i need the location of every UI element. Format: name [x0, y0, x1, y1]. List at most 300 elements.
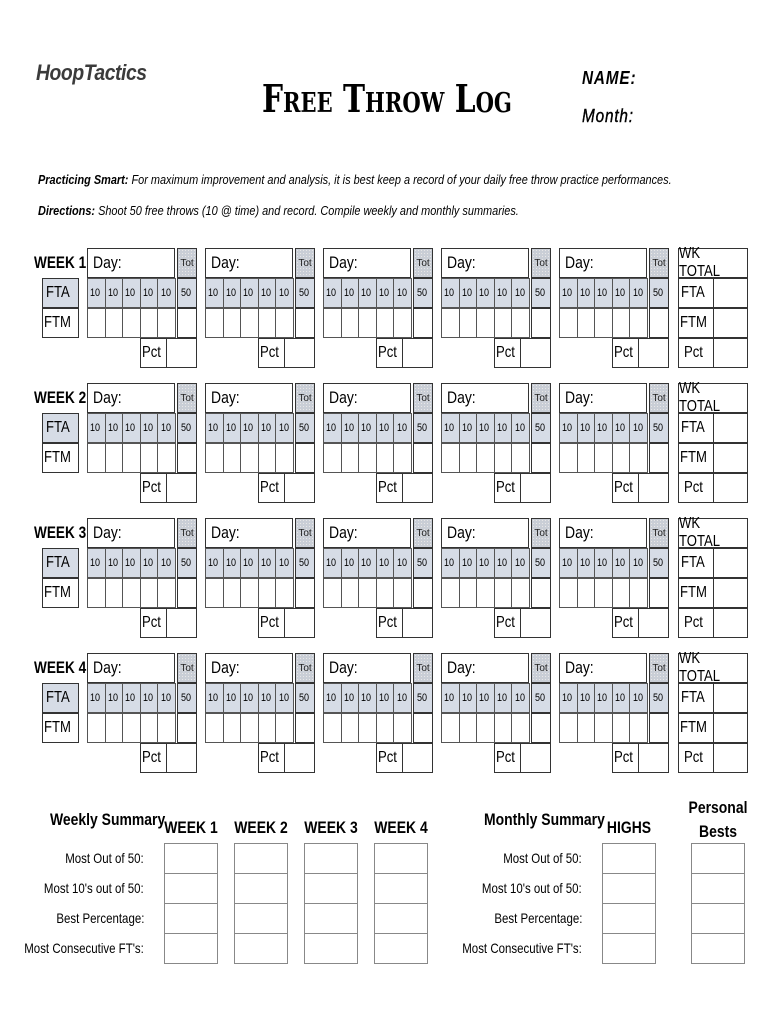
pct-input[interactable]: [638, 473, 669, 503]
tot-label-text: Tot: [298, 662, 312, 674]
pct-label: [376, 608, 403, 638]
tot-label-text: Tot: [534, 662, 548, 674]
fta-value: 10: [160, 287, 171, 299]
ftm-input-cell[interactable]: [441, 578, 460, 608]
wk-total-input[interactable]: [713, 548, 748, 578]
fta-cell: [476, 683, 495, 713]
tot-header: [177, 653, 197, 683]
fta-total-value: 50: [534, 287, 545, 299]
fta-value: 10: [562, 287, 573, 299]
ftm-input-cell[interactable]: [205, 578, 224, 608]
weekly-summary-input[interactable]: [234, 843, 288, 874]
pct-input[interactable]: [166, 743, 197, 773]
weekly-summary-input[interactable]: [374, 933, 428, 964]
fta-value: 10: [142, 692, 154, 704]
day-field[interactable]: [205, 518, 293, 548]
weekly-summary-input[interactable]: [304, 903, 358, 934]
pct-input[interactable]: [520, 608, 551, 638]
fta-cell: [122, 548, 141, 578]
day-field[interactable]: [441, 383, 529, 413]
ftm-input-cell[interactable]: [559, 308, 578, 338]
day-field[interactable]: [323, 518, 411, 548]
ftm-input-cell[interactable]: [559, 443, 578, 473]
pct-label-text: Pct: [613, 479, 633, 496]
ftm-input-cell[interactable]: [459, 308, 478, 338]
pct-input[interactable]: [520, 338, 551, 368]
ftm-input-cell[interactable]: [393, 308, 412, 338]
weekly-summary-input[interactable]: [304, 843, 358, 874]
weekly-summary-column-header: WEEK 4: [374, 818, 428, 837]
fta-value: 10: [343, 692, 354, 704]
ftm-input-cell[interactable]: [629, 443, 648, 473]
ftm-total-input[interactable]: [531, 578, 551, 608]
ftm-total-input[interactable]: [177, 308, 197, 338]
fta-total-cell: [295, 683, 315, 713]
pct-input[interactable]: [166, 473, 197, 503]
ftm-input-cell[interactable]: [87, 713, 106, 743]
ftm-input-cell[interactable]: [105, 713, 124, 743]
tot-header: [649, 248, 669, 278]
ftm-input-cell[interactable]: [157, 578, 176, 608]
fta-value: 10: [514, 422, 525, 434]
ftm-input-cell[interactable]: [205, 713, 224, 743]
tot-header: [413, 653, 433, 683]
weekly-summary-input[interactable]: [164, 873, 218, 904]
fta-label-text: FTA: [45, 689, 70, 706]
wk-total-input[interactable]: [713, 413, 748, 443]
day-field[interactable]: [441, 248, 529, 278]
ftm-input-cell[interactable]: [105, 578, 124, 608]
weekly-summary-input[interactable]: [164, 903, 218, 934]
ftm-input-cell[interactable]: [323, 308, 342, 338]
ftm-input-cell[interactable]: [223, 713, 242, 743]
fta-total-cell: [649, 413, 669, 443]
highs-input[interactable]: [602, 843, 656, 874]
tot-label-text: Tot: [534, 392, 548, 404]
ftm-input-cell[interactable]: [459, 578, 478, 608]
wk-total-input[interactable]: [713, 278, 748, 308]
tot-header: [177, 518, 197, 548]
directions-text: [38, 203, 519, 218]
pct-label: [494, 473, 521, 503]
fta-cell: [494, 413, 513, 443]
ftm-input-cell[interactable]: [577, 713, 596, 743]
tot-header: [413, 383, 433, 413]
fta-cell: [459, 548, 478, 578]
fta-value: 10: [479, 692, 490, 704]
ftm-input-cell[interactable]: [594, 308, 613, 338]
ftm-input-cell[interactable]: [87, 578, 106, 608]
weekly-summary-input[interactable]: [234, 933, 288, 964]
pct-input[interactable]: [402, 743, 433, 773]
ftm-input-cell[interactable]: [358, 443, 377, 473]
wk-total-row-label: [678, 443, 714, 473]
ftm-input-cell[interactable]: [140, 443, 159, 473]
fta-value: 10: [514, 692, 525, 704]
pct-input[interactable]: [402, 338, 433, 368]
wk-total-row-text: FTA: [681, 554, 706, 571]
pct-label-text: Pct: [141, 614, 161, 631]
fta-cell: [223, 278, 242, 308]
wk-total-input[interactable]: [713, 713, 748, 743]
day-field[interactable]: [87, 518, 175, 548]
weekly-summary-input[interactable]: [304, 933, 358, 964]
ftm-input-cell[interactable]: [258, 443, 277, 473]
ftm-input-cell[interactable]: [87, 443, 106, 473]
ftm-total-input[interactable]: [649, 308, 669, 338]
fta-total-value: 50: [298, 557, 309, 569]
ftm-input-cell[interactable]: [393, 443, 412, 473]
fta-cell: [376, 278, 395, 308]
pct-label-text: Pct: [259, 479, 279, 496]
highs-input[interactable]: [602, 903, 656, 934]
ftm-input-cell[interactable]: [122, 578, 141, 608]
pct-input[interactable]: [638, 338, 669, 368]
day-label-text: Day:: [329, 658, 358, 677]
weekly-summary-input[interactable]: [374, 903, 428, 934]
highs-input[interactable]: [602, 873, 656, 904]
fta-cell: [476, 413, 495, 443]
ftm-input-cell[interactable]: [476, 443, 495, 473]
ftm-input-cell[interactable]: [629, 713, 648, 743]
wk-total-input[interactable]: [713, 743, 748, 773]
fta-total-value: 50: [180, 692, 191, 704]
ftm-total-input[interactable]: [531, 443, 551, 473]
wk-total-header: [678, 245, 748, 280]
ftm-total-input[interactable]: [649, 443, 669, 473]
wk-total-input[interactable]: [713, 338, 748, 368]
ftm-input-cell[interactable]: [441, 713, 460, 743]
ftm-input-cell[interactable]: [494, 713, 513, 743]
tot-header: [295, 518, 315, 548]
ftm-input-cell[interactable]: [393, 578, 412, 608]
ftm-input-cell[interactable]: [205, 308, 224, 338]
wk-total-row-label: [678, 308, 714, 338]
ftm-total-input[interactable]: [177, 578, 197, 608]
fta-total-cell: [413, 413, 433, 443]
ftm-input-cell[interactable]: [511, 443, 530, 473]
pct-input[interactable]: [520, 743, 551, 773]
tot-header: [295, 248, 315, 278]
pct-label-text: Pct: [141, 749, 161, 766]
ftm-input-cell[interactable]: [476, 713, 495, 743]
tot-label-text: Tot: [298, 527, 312, 539]
fta-cell: [122, 683, 141, 713]
ftm-total-input[interactable]: [531, 713, 551, 743]
ftm-input-cell[interactable]: [629, 578, 648, 608]
fta-cell: [559, 548, 578, 578]
day-field[interactable]: [559, 248, 647, 278]
pct-input[interactable]: [402, 473, 433, 503]
pct-label-text: Pct: [613, 749, 633, 766]
fta-cell: [157, 278, 176, 308]
day-field[interactable]: [87, 383, 175, 413]
personal-header: Personal: [688, 798, 748, 817]
ftm-input-cell[interactable]: [476, 578, 495, 608]
day-field[interactable]: [205, 383, 293, 413]
weekly-summary-input[interactable]: [234, 903, 288, 934]
fta-value: 10: [142, 287, 154, 299]
fta-value: 10: [496, 422, 508, 434]
fta-cell: [122, 278, 141, 308]
fta-total-cell: [177, 278, 197, 308]
day-label-text: Day:: [565, 658, 594, 677]
tot-header: [649, 518, 669, 548]
ftm-input-cell[interactable]: [122, 713, 141, 743]
fta-value: 10: [142, 422, 154, 434]
ftm-input-cell[interactable]: [629, 308, 648, 338]
ftm-input-cell[interactable]: [341, 578, 360, 608]
fta-value: 10: [90, 422, 101, 434]
pct-input[interactable]: [284, 743, 315, 773]
ftm-input-cell[interactable]: [240, 713, 259, 743]
fta-cell: [594, 683, 613, 713]
wk-total-row-text: Pct: [684, 749, 704, 766]
ftm-input-cell[interactable]: [258, 713, 277, 743]
ftm-input-cell[interactable]: [559, 713, 578, 743]
day-field[interactable]: [205, 653, 293, 683]
ftm-input-cell[interactable]: [240, 578, 259, 608]
pct-input[interactable]: [638, 608, 669, 638]
ftm-input-cell[interactable]: [511, 578, 530, 608]
ftm-input-cell[interactable]: [275, 713, 294, 743]
ftm-input-cell[interactable]: [323, 578, 342, 608]
ftm-input-cell[interactable]: [476, 308, 495, 338]
day-field[interactable]: [559, 518, 647, 548]
ftm-input-cell[interactable]: [157, 443, 176, 473]
wk-total-row-label: [678, 338, 714, 368]
pct-input[interactable]: [284, 608, 315, 638]
ftm-input-cell[interactable]: [594, 713, 613, 743]
ftm-input-cell[interactable]: [341, 713, 360, 743]
day-field[interactable]: [205, 248, 293, 278]
tot-label-text: Tot: [652, 257, 666, 269]
day-label-text: Day:: [211, 658, 240, 677]
pct-label: [494, 608, 521, 638]
pct-input[interactable]: [520, 473, 551, 503]
ftm-input-cell[interactable]: [323, 713, 342, 743]
practicing-smart-text: [38, 172, 672, 187]
day-field[interactable]: [559, 383, 647, 413]
month-label: Month:: [582, 106, 634, 126]
ftm-total-input[interactable]: [413, 308, 433, 338]
fta-cell: [140, 548, 159, 578]
tot-header: [531, 383, 551, 413]
ftm-input-cell[interactable]: [511, 713, 530, 743]
ftm-input-cell[interactable]: [376, 443, 395, 473]
wk-total-input[interactable]: [713, 473, 748, 503]
fta-label-text: FTA: [45, 419, 70, 436]
tot-label-text: Tot: [298, 392, 312, 404]
fta-value: 10: [444, 287, 455, 299]
ftm-input-cell[interactable]: [122, 443, 141, 473]
ftm-input-cell[interactable]: [275, 578, 294, 608]
pct-input[interactable]: [402, 608, 433, 638]
day-field[interactable]: [559, 653, 647, 683]
weekly-summary-input[interactable]: [164, 933, 218, 964]
ftm-total-input[interactable]: [295, 443, 315, 473]
ftm-total-input[interactable]: [177, 713, 197, 743]
ftm-input-cell[interactable]: [612, 578, 631, 608]
ftm-input-cell[interactable]: [612, 443, 631, 473]
weekly-summary-input[interactable]: [234, 873, 288, 904]
pct-label: [494, 338, 521, 368]
ftm-input-cell[interactable]: [140, 713, 159, 743]
fta-cell: [577, 278, 596, 308]
ftm-input-cell[interactable]: [358, 308, 377, 338]
fta-value: 10: [208, 557, 219, 569]
ftm-input-cell[interactable]: [612, 713, 631, 743]
ftm-input-cell[interactable]: [577, 443, 596, 473]
ftm-input-cell[interactable]: [223, 308, 242, 338]
directions-label: Directions:: [38, 203, 96, 218]
ftm-input-cell[interactable]: [494, 578, 513, 608]
highs-header: HIGHS: [606, 818, 652, 837]
ftm-total-input[interactable]: [649, 713, 669, 743]
fta-total-cell: [295, 413, 315, 443]
day-field[interactable]: [323, 248, 411, 278]
ftm-input-cell[interactable]: [223, 443, 242, 473]
pct-input[interactable]: [638, 743, 669, 773]
ftm-row-label: [42, 713, 79, 743]
ftm-input-cell[interactable]: [157, 713, 176, 743]
day-field[interactable]: [87, 248, 175, 278]
wk-total-text: WK TOTAL: [679, 650, 721, 685]
weekly-summary-input[interactable]: [304, 873, 358, 904]
day-field[interactable]: [441, 653, 529, 683]
tot-label-text: Tot: [180, 527, 194, 539]
ftm-input-cell[interactable]: [140, 308, 159, 338]
day-field[interactable]: [323, 383, 411, 413]
tot-header: [531, 653, 551, 683]
ftm-input-cell[interactable]: [376, 308, 395, 338]
weekly-summary-input[interactable]: [374, 843, 428, 874]
ftm-row-label: [42, 308, 79, 338]
ftm-input-cell[interactable]: [240, 443, 259, 473]
fta-cell: [494, 548, 513, 578]
pct-input[interactable]: [166, 338, 197, 368]
tot-label-text: Tot: [180, 392, 194, 404]
personal-bests-input[interactable]: [691, 903, 745, 934]
practicing-smart-body: For maximum improvement and analysis, it is best keep a record of your daily free throw practice performances.: [128, 172, 672, 187]
day-label-text: Day:: [93, 388, 122, 407]
weekly-summary-input[interactable]: [164, 843, 218, 874]
ftm-input-cell[interactable]: [275, 443, 294, 473]
ftm-input-cell[interactable]: [258, 308, 277, 338]
fta-cell: [341, 683, 360, 713]
pct-label: [612, 743, 639, 773]
highs-input[interactable]: [602, 933, 656, 964]
ftm-input-cell[interactable]: [441, 308, 460, 338]
ftm-total-input[interactable]: [649, 578, 669, 608]
pct-label: [258, 743, 285, 773]
ftm-input-cell[interactable]: [87, 308, 106, 338]
ftm-input-cell[interactable]: [105, 443, 124, 473]
ftm-input-cell[interactable]: [341, 443, 360, 473]
ftm-input-cell[interactable]: [511, 308, 530, 338]
ftm-input-cell[interactable]: [358, 713, 377, 743]
personal-bests-input[interactable]: [691, 873, 745, 904]
ftm-total-input[interactable]: [295, 713, 315, 743]
ftm-input-cell[interactable]: [441, 443, 460, 473]
fta-cell: [140, 413, 159, 443]
wk-total-input[interactable]: [713, 578, 748, 608]
day-field[interactable]: [441, 518, 529, 548]
ftm-input-cell[interactable]: [459, 713, 478, 743]
ftm-input-cell[interactable]: [341, 308, 360, 338]
pct-label-text: Pct: [377, 614, 397, 631]
ftm-total-input[interactable]: [295, 578, 315, 608]
fta-total-value: 50: [298, 287, 309, 299]
fta-cell: [205, 413, 224, 443]
ftm-input-cell[interactable]: [494, 443, 513, 473]
ftm-total-input[interactable]: [413, 578, 433, 608]
ftm-input-cell[interactable]: [612, 308, 631, 338]
wk-total-row-label: [678, 473, 714, 503]
ftm-input-cell[interactable]: [559, 578, 578, 608]
ftm-input-cell[interactable]: [577, 578, 596, 608]
ftm-total-input[interactable]: [177, 443, 197, 473]
ftm-input-cell[interactable]: [223, 578, 242, 608]
fta-value: 10: [614, 557, 626, 569]
personal-bests-input[interactable]: [691, 933, 745, 964]
fta-cell: [393, 413, 412, 443]
ftm-input-cell[interactable]: [105, 308, 124, 338]
ftm-input-cell[interactable]: [459, 443, 478, 473]
ftm-input-cell[interactable]: [258, 578, 277, 608]
ftm-total-input[interactable]: [531, 308, 551, 338]
day-field[interactable]: [323, 653, 411, 683]
fta-label-text: FTA: [45, 284, 70, 301]
ftm-input-cell[interactable]: [594, 578, 613, 608]
ftm-total-input[interactable]: [413, 713, 433, 743]
monthly-summary-row-label: Most Out of 50:: [503, 850, 582, 866]
wk-total-input[interactable]: [713, 683, 748, 713]
fta-value: 10: [597, 692, 608, 704]
fta-value: 10: [243, 287, 254, 299]
weekly-summary-input[interactable]: [374, 873, 428, 904]
ftm-total-input[interactable]: [295, 308, 315, 338]
wk-total-input[interactable]: [713, 608, 748, 638]
ftm-input-cell[interactable]: [275, 308, 294, 338]
ftm-input-cell[interactable]: [358, 578, 377, 608]
wk-total-input[interactable]: [713, 308, 748, 338]
pct-label-text: Pct: [141, 344, 161, 361]
ftm-input-cell[interactable]: [240, 308, 259, 338]
ftm-input-cell[interactable]: [122, 308, 141, 338]
wk-total-input[interactable]: [713, 443, 748, 473]
pct-label: [376, 338, 403, 368]
ftm-input-cell[interactable]: [376, 713, 395, 743]
ftm-input-cell[interactable]: [594, 443, 613, 473]
fta-cell: [157, 413, 176, 443]
ftm-input-cell[interactable]: [376, 578, 395, 608]
ftm-input-cell[interactable]: [323, 443, 342, 473]
ftm-total-input[interactable]: [413, 443, 433, 473]
ftm-input-cell[interactable]: [393, 713, 412, 743]
pct-label-text: Pct: [259, 749, 279, 766]
personal-bests-input[interactable]: [691, 843, 745, 874]
ftm-input-cell[interactable]: [494, 308, 513, 338]
pct-input[interactable]: [284, 473, 315, 503]
pct-input[interactable]: [166, 608, 197, 638]
pct-input[interactable]: [284, 338, 315, 368]
ftm-input-cell[interactable]: [157, 308, 176, 338]
ftm-input-cell[interactable]: [205, 443, 224, 473]
ftm-input-cell[interactable]: [577, 308, 596, 338]
day-field[interactable]: [87, 653, 175, 683]
ftm-input-cell[interactable]: [140, 578, 159, 608]
